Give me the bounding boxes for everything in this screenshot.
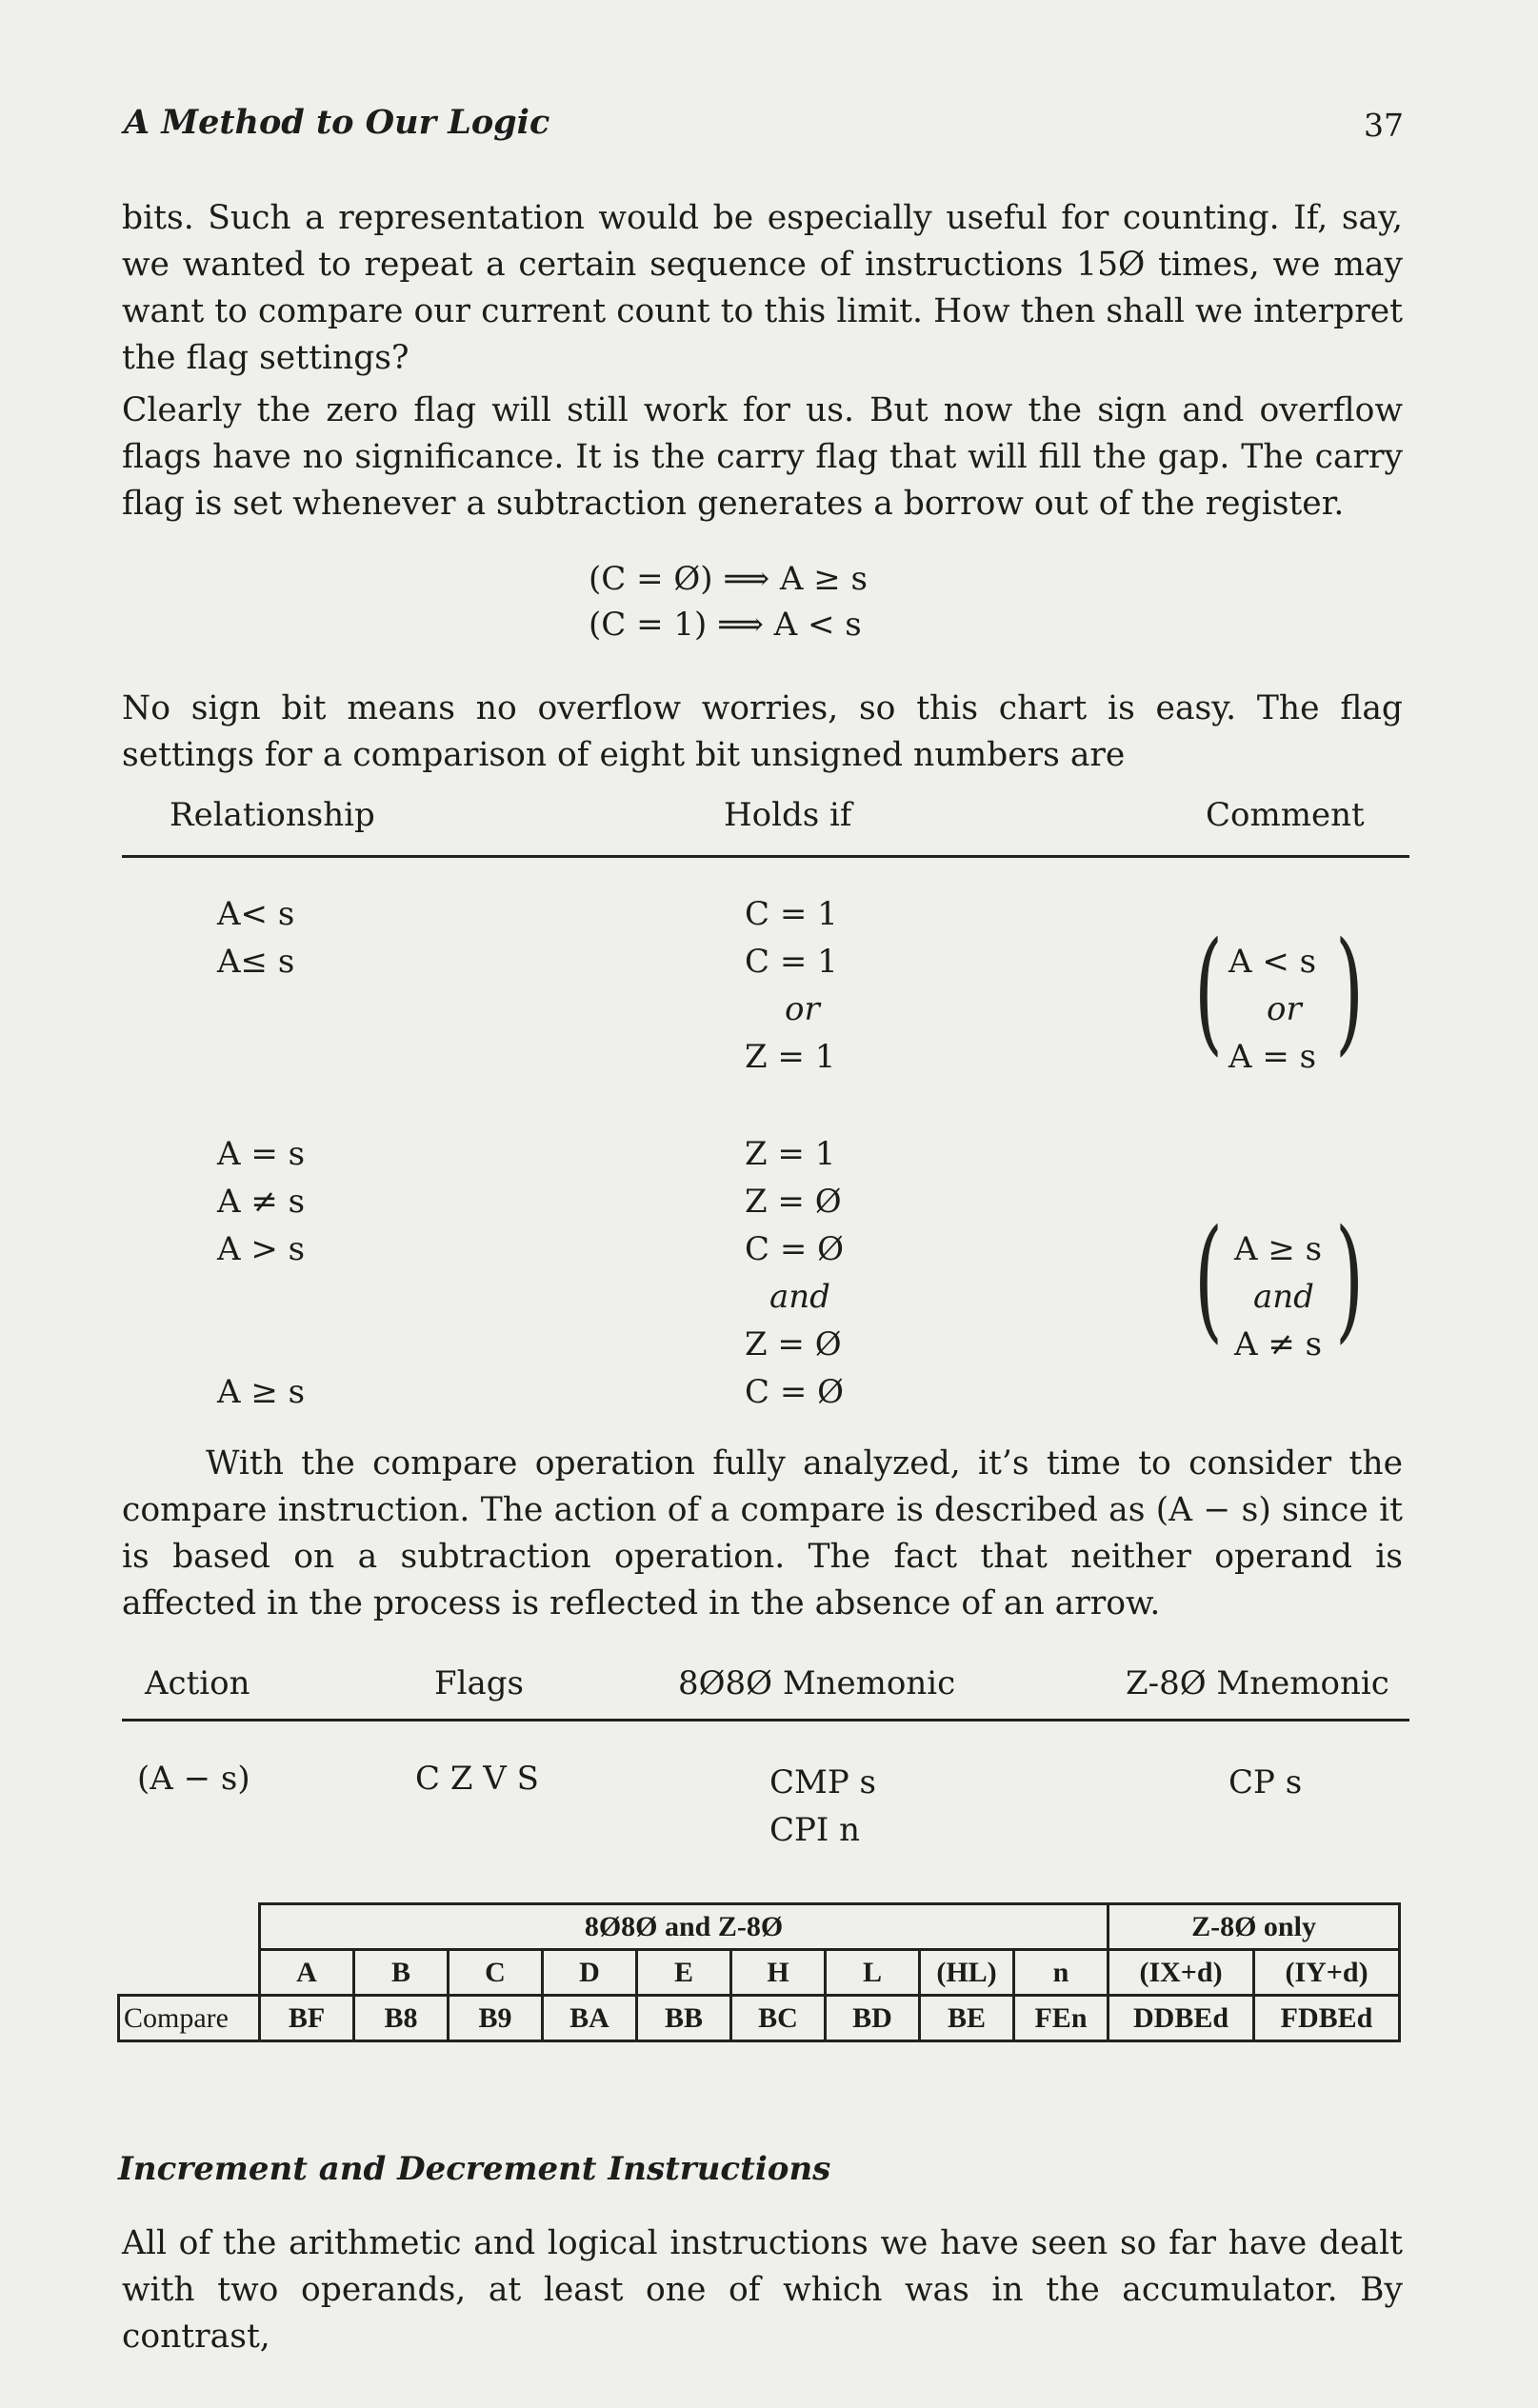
header-relationship: Relationship (170, 796, 375, 834)
header-flags: Flags (434, 1664, 524, 1702)
right-parenthesis: ) (1335, 1202, 1365, 1357)
header-action: Action (145, 1664, 250, 1702)
opcode-cell: BD (826, 1996, 920, 2041)
column-header: n (1014, 1950, 1109, 1996)
opcode-cell: B8 (354, 1996, 449, 2041)
header-comment: Comment (1206, 796, 1365, 834)
left-parenthesis: ( (1194, 1202, 1224, 1357)
column-header: (IY+d) (1254, 1950, 1400, 1996)
formula-carry-clear: (C = Ø) ⟹ A ≥ s (589, 560, 868, 598)
condition-connector: or (785, 990, 820, 1028)
comment1-line: or (1267, 990, 1302, 1028)
table-rule (122, 1719, 1409, 1721)
column-header: L (826, 1950, 920, 1996)
comment2-line: and (1253, 1278, 1314, 1316)
opcode-cell: BC (731, 1996, 826, 2041)
column-header: (IX+d) (1109, 1950, 1254, 1996)
header-8080-mnemonic: 8Ø8Ø Mnemonic (678, 1664, 956, 1702)
group-header-8080-z80: 8Ø8Ø and Z-8Ø (260, 1904, 1109, 1950)
relationship-gt: A > s (217, 1230, 306, 1268)
table-rule (122, 855, 1409, 858)
column-header: (HL) (920, 1950, 1014, 1996)
comment2-line: A ≥ s (1234, 1230, 1323, 1268)
opcode-cell: FDBEd (1254, 1996, 1400, 2041)
comment1-line: A = s (1228, 1038, 1317, 1076)
paragraph-5: All of the arithmetic and logical instructions we have seen so far have dealt with two operands, at least one of which was in the accumulator. By contrast, (122, 2224, 1403, 2356)
mnemonic-z80: CP s (1228, 1763, 1303, 1801)
column-header: B (354, 1950, 449, 1996)
opcode-cell: B9 (449, 1996, 543, 2041)
condition: C = 1 (745, 943, 838, 981)
paragraph-3: No sign bit means no overflow worries, so this chart is easy. The flag settings for a comparison of eight bit unsigned numbers are (122, 689, 1403, 774)
opcode-table (117, 1902, 1401, 2042)
header-holds-if: Holds if (724, 796, 852, 834)
relationship-lt: A< s (217, 895, 295, 933)
condition: C = 1 (745, 895, 838, 933)
condition-connector: and (769, 1278, 830, 1316)
left-parenthesis: ( (1194, 914, 1224, 1069)
section-heading: Increment and Decrement Instructions (118, 2150, 831, 2188)
relationship-le: A≤ s (217, 943, 295, 981)
paragraph-2: Clearly the zero flag will still work for us. But now the sign and overflow flags have no significance. It is the carry flag that will fill the gap. The carry flag is set whenever a subtraction generates a borrow out of the register. (122, 391, 1403, 523)
paragraph-4: With the compare operation fully analyzed, it’s time to consider the compare instruction. The action of a compare is described as (A − s) since it is based on a subtraction operation. The fact that neither operand is affected in the process is reflected in the absence of an arrow. (122, 1444, 1403, 1622)
condition: C = Ø (745, 1230, 844, 1268)
opcode-cell: BE (920, 1996, 1014, 2041)
relationship-ge: A ≥ s (217, 1373, 306, 1411)
condition: C = Ø (745, 1373, 844, 1411)
opcode-cell: BB (637, 1996, 731, 2041)
condition: Z = Ø (745, 1183, 842, 1221)
relationship-ne: A ≠ s (217, 1183, 306, 1221)
header-z80-mnemonic: Z-8Ø Mnemonic (1126, 1664, 1389, 1702)
condition: Z = Ø (745, 1325, 842, 1363)
column-header: D (543, 1950, 637, 1996)
column-header: C (449, 1950, 543, 1996)
comment1-line: A < s (1228, 943, 1317, 981)
group-header-z80-only: Z-8Ø only (1109, 1904, 1400, 1950)
opcode-cell: BA (543, 1996, 637, 2041)
opcode-cell: FEn (1014, 1996, 1109, 2041)
paragraph-1: bits. Such a representation would be especially useful for counting. If, say, we wanted to repeat a certain sequence of instructions 15Ø times, we may want to compare our current count to this limit. How then shall we interpret the flag settings? (122, 199, 1403, 377)
row-label-compare: Compare (119, 1996, 260, 2041)
column-header: H (731, 1950, 826, 1996)
formula-carry-set: (C = 1) ⟹ A < s (589, 606, 862, 644)
mnemonic-8080: CPI n (769, 1811, 861, 1849)
opcode-cell: BF (260, 1996, 354, 2041)
opcode-cell: DDBEd (1109, 1996, 1254, 2041)
flags-value: C Z V S (415, 1760, 539, 1798)
column-header: E (637, 1950, 731, 1996)
action-value: (A − s) (137, 1760, 250, 1798)
condition: Z = 1 (745, 1038, 836, 1076)
comment2-line: A ≠ s (1234, 1325, 1323, 1363)
right-parenthesis: ) (1335, 914, 1365, 1069)
page-number: 37 (1364, 107, 1404, 144)
mnemonic-8080: CMP s (769, 1763, 876, 1801)
relationship-eq: A = s (217, 1135, 306, 1173)
condition: Z = 1 (745, 1135, 836, 1173)
column-header: A (260, 1950, 354, 1996)
running-header-title: A Method to Our Logic (124, 103, 550, 142)
